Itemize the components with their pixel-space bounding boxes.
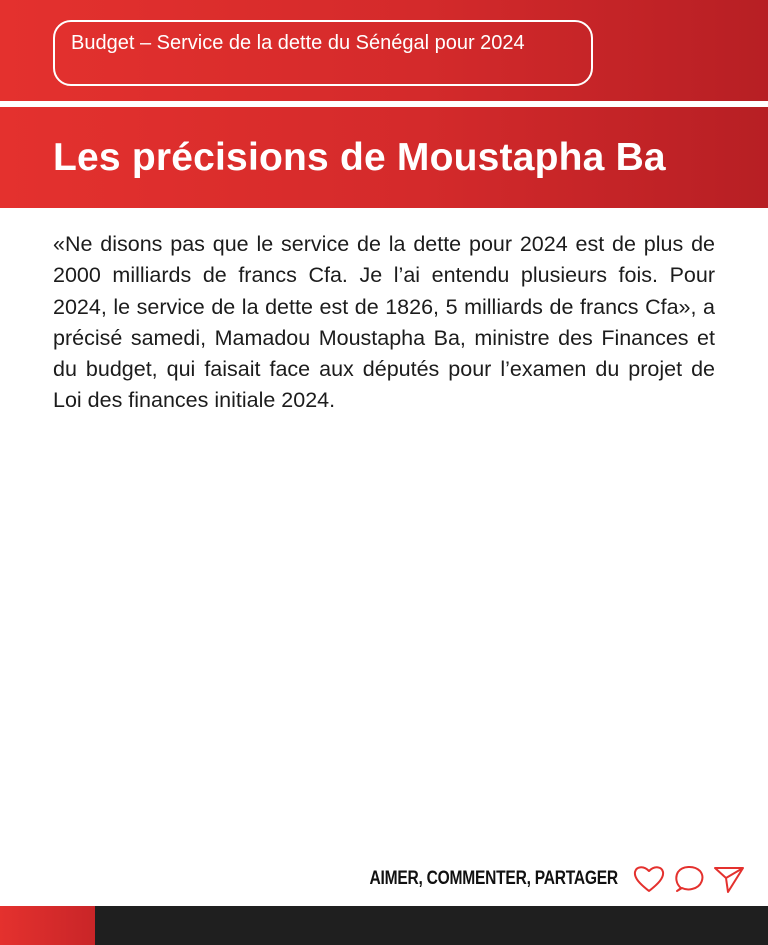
comment-icon[interactable]: [672, 862, 706, 896]
article-body: «Ne disons pas que le service de la dette pour 2024 est de plus de 2000 milliards de francs Cfa. Je l’ai entendu plusieurs fois. Pour 2024, le service de la dette est de 1826, 5 milliards de francs Cfa», a précisé samedi, Mamadou Moustapha Ba, ministre des Finances et du budget, qui faisait face aux députés pour l’examen du projet de Loi des finances initiale 2024.: [53, 232, 715, 413]
social-actions: [315, 862, 746, 896]
footer-dark-bar: [95, 906, 768, 945]
footer-accent-bar: [0, 906, 95, 945]
cta-label: AIMER, COMMENTER, PARTAGER: [369, 868, 618, 889]
heart-icon[interactable]: [632, 862, 666, 896]
page-title: Les précisions de Moustapha Ba: [53, 136, 666, 179]
category-label: Budget – Service de la dette du Sénégal pour 2024: [53, 20, 593, 86]
share-icon[interactable]: [712, 862, 746, 896]
